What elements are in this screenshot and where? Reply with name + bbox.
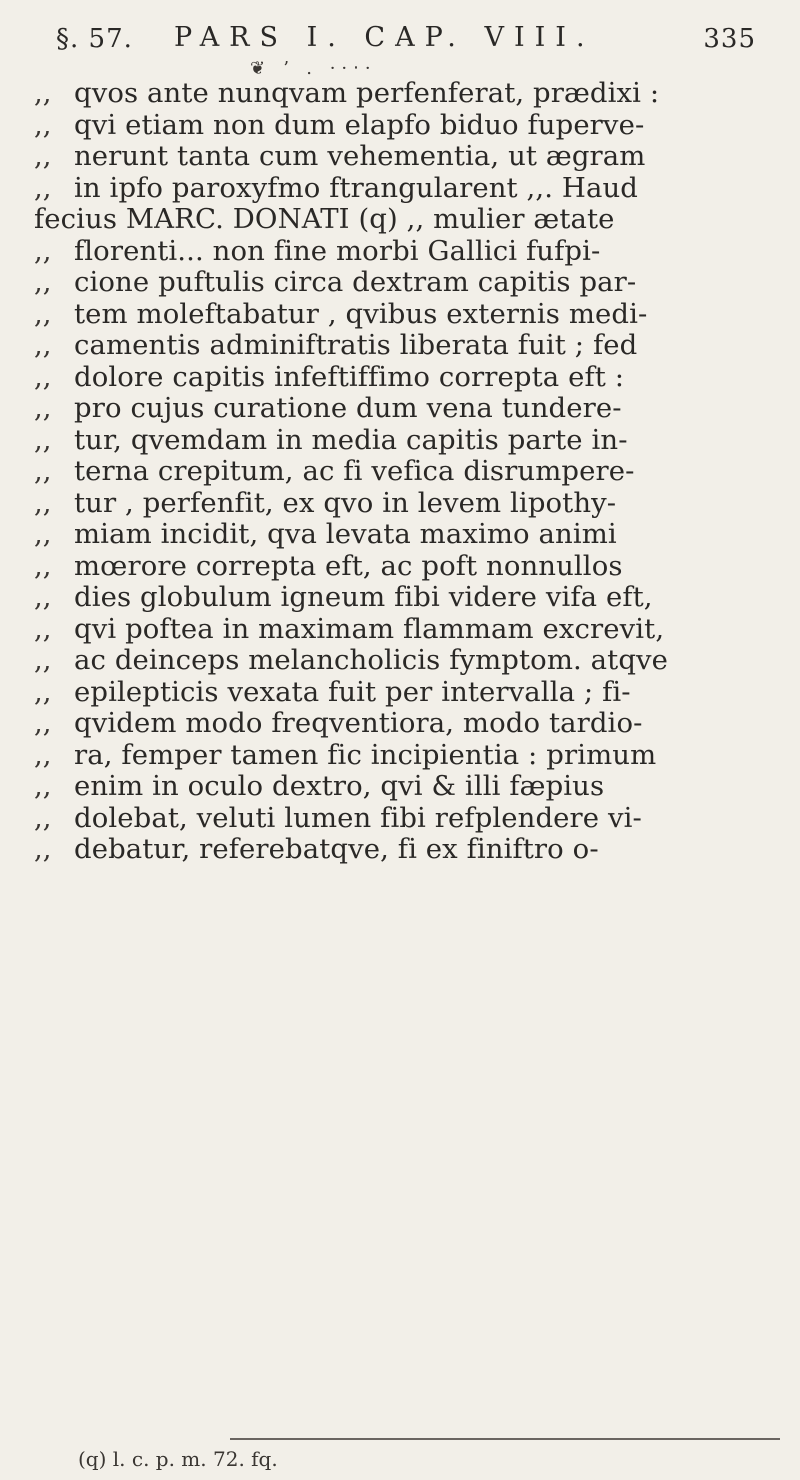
- text-line: [34, 771, 774, 803]
- quote-mark: ,,: [34, 549, 52, 582]
- line-text: qvi poftea in maximam flammam excrevit,: [74, 612, 665, 645]
- page-header: [56, 18, 756, 58]
- quote-mark: ,,: [34, 234, 52, 267]
- quote-mark: ,,: [34, 297, 52, 330]
- running-title: PARS I. CAP. VIII.: [174, 22, 595, 53]
- body-text: [34, 78, 774, 866]
- quote-mark: ,,: [34, 108, 52, 141]
- footnote: (q) l. c. p. m. 72. fq.: [78, 1447, 278, 1471]
- quote-mark: ,,: [34, 770, 52, 802]
- quote-mark: ,,: [34, 707, 52, 739]
- text-line: [34, 110, 774, 142]
- text-line: [34, 740, 774, 772]
- quote-mark: ,,: [34, 486, 52, 519]
- text-line: [34, 267, 774, 299]
- text-line: [34, 803, 774, 835]
- text-line: [34, 425, 774, 457]
- printers-ornament: ❦ ʼ . ··‧·: [250, 58, 377, 79]
- quote-mark: ,,: [34, 581, 52, 613]
- text-line: [34, 456, 774, 488]
- line-text: dies globulum igneum fibi videre vifa eft,: [74, 581, 653, 613]
- quote-mark: ,,: [34, 644, 52, 676]
- quote-mark: ,,: [34, 392, 52, 424]
- line-text: qvos ante nunqvam perfenferat, prædixi :: [74, 77, 660, 109]
- text-line: [34, 236, 774, 268]
- text-line: [34, 677, 774, 709]
- line-text: in ipfo paroxyfmo ftrangularent ,,. Haud: [74, 171, 638, 204]
- text-line: [34, 299, 774, 331]
- text-line: [34, 551, 774, 583]
- line-text: ra, femper tamen fic incipientia : primum: [74, 738, 657, 771]
- quote-mark: ,,: [34, 423, 52, 456]
- text-line: [34, 519, 774, 551]
- line-text: pro cujus curatione dum vena tundere-: [74, 392, 622, 424]
- quote-mark: ,,: [34, 171, 52, 204]
- quote-mark: ,,: [34, 329, 52, 361]
- text-line: [34, 708, 774, 740]
- line-text: dolebat, veluti lumen fibi refplendere vi-: [74, 801, 642, 834]
- footnote-rule: [230, 1438, 780, 1440]
- line-text: enim in oculo dextro, qvi & illi fæpius: [74, 770, 605, 802]
- quote-mark: ,,: [34, 675, 52, 708]
- section-number: §. 57.: [56, 24, 133, 54]
- line-text: nerunt tanta cum vehementia, ut ægram: [74, 140, 646, 172]
- page-number: 335: [703, 24, 756, 54]
- text-line: [34, 393, 774, 425]
- line-text: debatur, referebatqve, fi ex finiftro o-: [74, 833, 599, 865]
- line-text: fecius MARC. DONATI (q) ,, mulier ætate: [34, 203, 615, 235]
- text-line: [34, 582, 774, 614]
- quote-mark: ,,: [34, 360, 52, 393]
- line-text: terna crepitum, ac fi vefica disrumpere-: [74, 455, 635, 487]
- quote-mark: ,,: [34, 612, 52, 645]
- line-text: miam incidit, qva levata maximo animi: [74, 518, 617, 550]
- quote-mark: ,,: [34, 833, 52, 865]
- text-line: [34, 173, 774, 205]
- line-text: tur, qvemdam in media capitis parte in-: [74, 423, 628, 456]
- line-text: epilepticis vexata fuit per intervalla ; fi-: [74, 675, 631, 708]
- text-line: [34, 330, 774, 362]
- line-text: mœrore correpta eft, ac poft nonnullos: [74, 549, 623, 582]
- line-text: cione puftulis circa dextram capitis par-: [74, 266, 637, 298]
- line-text: camentis adminiftratis liberata fuit ; fed: [74, 329, 638, 361]
- line-text: tur , perfenfit, ex qvo in levem lipothy-: [74, 486, 617, 519]
- line-text: qvi etiam non dum elapfo biduo fuperve-: [74, 108, 645, 141]
- line-text: tem moleftabatur , qvibus externis medi-: [74, 297, 648, 330]
- quote-mark: ,,: [34, 140, 52, 172]
- text-line: [34, 488, 774, 520]
- text-line: [34, 645, 774, 677]
- text-line: [34, 78, 774, 110]
- line-text: florenti... non fine morbi Gallici fufpi-: [74, 234, 601, 267]
- text-line: [34, 614, 774, 646]
- quote-mark: ,,: [34, 266, 52, 298]
- quote-mark: ,,: [34, 518, 52, 550]
- text-line: [34, 141, 774, 173]
- quote-mark: ,,: [34, 455, 52, 487]
- quote-mark: ,,: [34, 801, 52, 834]
- line-text: ac deinceps melancholicis fymptom. atqve: [74, 644, 669, 676]
- quote-mark: ,,: [34, 77, 52, 109]
- text-line: [34, 362, 774, 394]
- quote-mark: ,,: [34, 738, 52, 771]
- text-line: [34, 204, 774, 236]
- text-line: [34, 834, 774, 866]
- line-text: dolore capitis infeftiffimo correpta eft :: [74, 360, 625, 393]
- line-text: qvidem modo freqventiora, modo tardio-: [74, 707, 643, 739]
